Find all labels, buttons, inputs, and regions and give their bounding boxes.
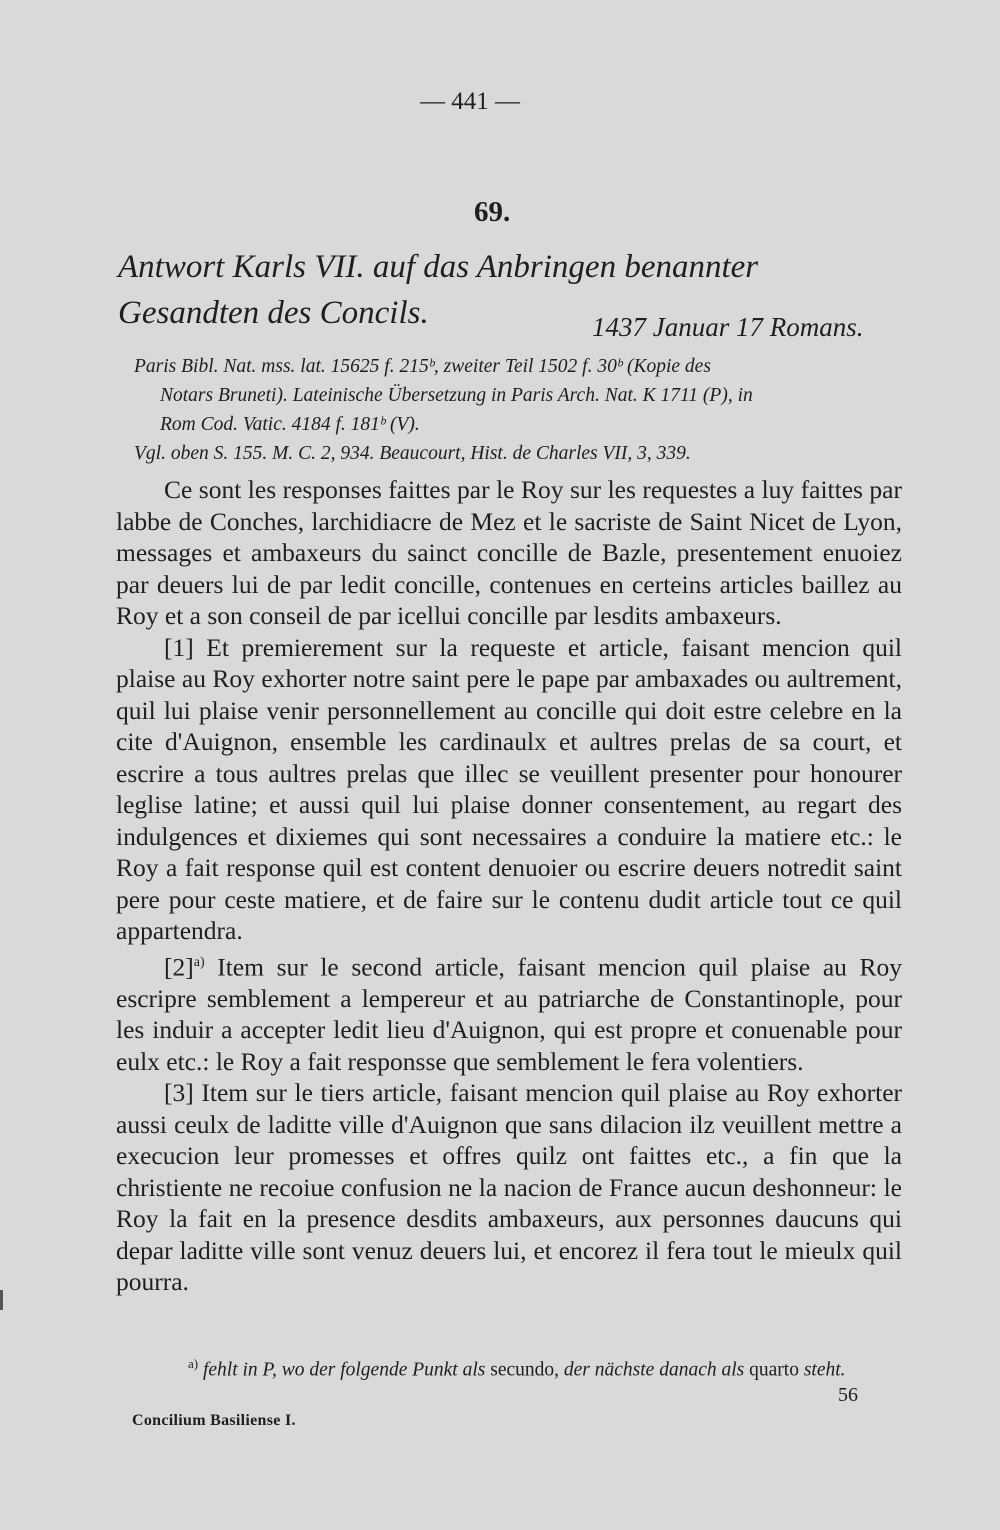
document-title: Antwort Karls VII. auf das Anbringen benannter Gesandten des Concils. — [118, 249, 759, 331]
paragraph-number: [2] — [164, 952, 194, 981]
paragraph-3 — [116, 1077, 902, 1298]
scan-edge-mark — [0, 1290, 3, 1310]
document-number: 69. — [474, 196, 511, 228]
paragraph-text: Item sur le second article, faisant mencion quil plaise au Roy escripre semblement a lempereur et au patriarche de Constantinople, pour les induir a accepter ledit lieu d'Auignon, qui est propre et conuenable pour eulx etc.: le Roy a fait responsse que semblement le fera volentiers. — [116, 952, 902, 1076]
paragraph-text: Et premierement sur la requeste et article, faisant mencion quil plaise au Roy exhorter notre saint pere le pape par ambaxades ou aultrement, quil lui plaise venir personnellement au concille qui doit estre celebre en la cite d'Auignon, ensemble les cardinaulx et aultres prelas de sa court, et escrire a tous aultres prelas que illec se veuillent presenter pour honourer leglise latine; et aussi quil lui plaise donner consentement, au regart des indulgences et dixiemes qui sont necessaires a conduire la matiere etc.: le Roy a fait response quil est content denuoier ou escrire deuers notredit saint pere pour ceste matiere, et de faire sur le contenu dudit article tout ce quil appartendra. — [116, 632, 903, 945]
footnote-mark: a) — [188, 1356, 199, 1371]
footnote-text-2: der nächste danach als — [563, 1359, 745, 1381]
paragraph-2 — [116, 947, 902, 1078]
source-line-2: Notars Bruneti). Lateinische Übersetzung in Paris Arch. Nat. K 1711 (P), in — [160, 385, 753, 406]
series-title: Concilium Basiliense I. — [132, 1412, 296, 1429]
paragraph-number: [1] — [164, 632, 194, 662]
paragraph-text: Item sur le tiers article, faisant mencion quil plaise au Roy exhorter aussi ceulx de laditte ville d'Auignon que sans dilacion ilz veuillent mettre a execucion leur promesses et offres quilz ont faittes etc., a fin que la christiente ne recoiue confusion ne la nacion de France aucun deshonneur: le Roy la fait en la presence desdits ambaxeurs, aux personnes daucuns qui depar laditte ville sont venuz deuers lui, et encorez il fera tout le mieulx quil pourra. — [116, 1078, 903, 1296]
footnote-text-1: fehlt in P, wo der folgende Punkt als — [202, 1359, 486, 1381]
footnote-term-2: quarto — [749, 1359, 799, 1381]
signature-mark: 56 — [838, 1384, 858, 1406]
comparison-references: Vgl. oben S. 155. M. C. 2, 934. Beaucourt, Hist. de Charles VII, 3, 339. — [134, 443, 691, 464]
footnote-term-1: secundo, — [490, 1359, 560, 1381]
document-date: 1437 Januar 17 Romans. — [592, 312, 864, 342]
main-text — [116, 474, 902, 1298]
paragraph-number: [3] — [164, 1078, 194, 1107]
footnote-text-3: steht. — [803, 1359, 846, 1381]
source-line-1: Paris Bibl. Nat. mss. lat. 15625 f. 215ᵇ, zweiter Teil 1502 f. 30ᵇ (Kopie des — [134, 356, 711, 377]
source-references — [134, 352, 904, 468]
footnote-reference: a) — [193, 954, 205, 970]
paragraph-1 — [116, 632, 902, 947]
page-number: — 441 — — [420, 88, 520, 115]
footnote — [132, 1348, 912, 1387]
source-line-3: Rom Cod. Vatic. 4184 f. 181ᵇ (V). — [160, 414, 420, 435]
intro-paragraph: Ce sont les responses faittes par le Roy sur les requestes a luy faittes par labbe de Conches, larchidiacre de Mez et le sacriste de Saint Nicet de Lyon, messages et ambaxeurs du sainct concille de Bazle, presentement enuoiez par deuers lui de par ledit concille, contenues en certeins articles baillez au Roy et a son conseil de par icellui concille par lesdits ambaxeurs. — [116, 475, 902, 630]
